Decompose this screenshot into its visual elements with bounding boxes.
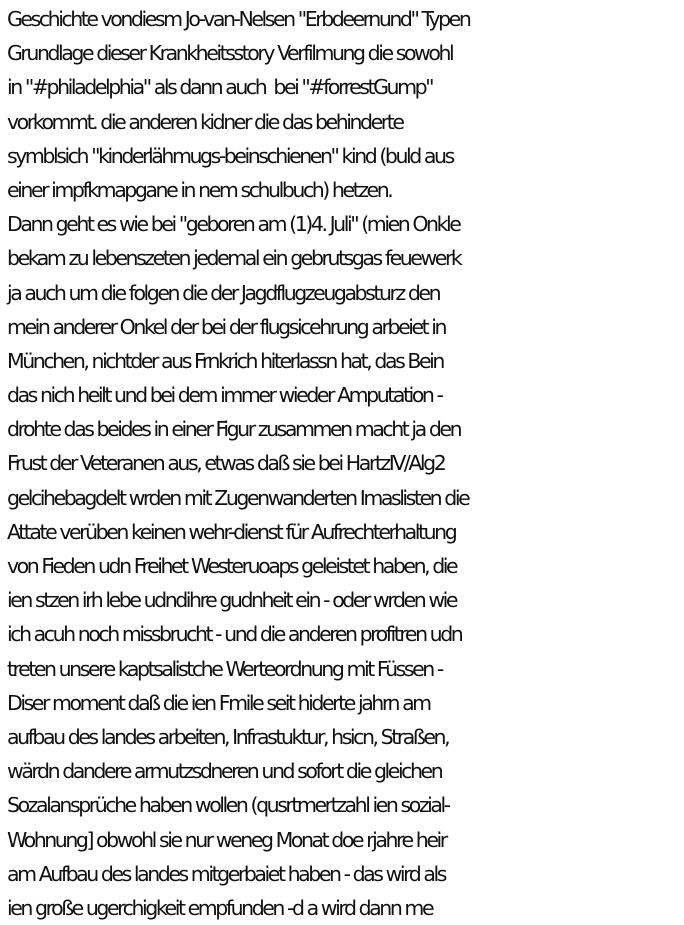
text-line: einer impfkmapgane in nem schulbuch) hetzen.: [7, 177, 392, 202]
text-line: aufbau des landes arbeiten, Infrastuktur, hsicn, Straßen,: [7, 724, 449, 749]
text-line: ien große ugerchigkeit empfunden -d a wird dann me: [7, 895, 433, 920]
text-line: gelcihebagdelt wrden mit Zugenwanderten Imaslisten die: [7, 485, 469, 510]
text-line: Dann geht es wie bei "geboren am (1)4. Juli" (mien Onkle: [7, 212, 460, 237]
text-line: von Fieden udn Freihet Westeruoaps geleistet haben, die: [7, 554, 457, 578]
text-line: ich acuh noch missbrucht - und die anderen profitren udn: [7, 622, 462, 647]
text-line: Frust der Veteranen aus, etwas daß sie bei HartzIV/Alg2: [7, 451, 445, 476]
text-line: mein anderer Onkel der bei der flugsicehrung arbeiet in: [7, 314, 446, 339]
text-line: Grundlage dieser Krankheitsstory Verfilmung die sowohl: [7, 41, 453, 66]
text-line: das nich heilt und bei dem immer wieder Amputation -: [7, 383, 442, 408]
text-line: am Aufbau des landes mitgerbaiet haben - das wird als: [7, 861, 445, 886]
text-line: vorkommt. die anderen kidner die das behinderte: [7, 109, 403, 134]
text-line: wärdn dandere armutzsdneren und sofort die gleichen: [7, 759, 442, 784]
text-line: treten unsere kaptsalistche Werteordnung mit Füssen -: [7, 656, 442, 681]
text-line: Diser moment daß die ien Fmile seit hiderte jahrn am: [7, 690, 430, 715]
text-line: Sozalansprüche haben wollen (qusrtmertzahl ien sozial-: [7, 793, 449, 818]
text-line: München, nichtder aus Frnkrich hiterlassn hat, das Bein: [7, 348, 443, 373]
text-line: Geschichte vondiesm Jo-van-Nelsen "Erbdeernund" Typen: [7, 7, 470, 31]
text-line: in "#philadelphia" als dann auch bei "#forrestGump": [7, 75, 433, 100]
text-line: ja auch um die folgen die der Jagdflugzeugabsturz den: [7, 280, 440, 305]
text-line: Attate verüben keinen wehr-dienst für Aufrechterhaltung: [7, 519, 456, 544]
document-text: [7, 2, 684, 925]
text-line: Wohnung] obwohl sie nur weneg Monat doe rjahre heir: [7, 827, 446, 852]
text-line: ien stzen irh lebe udndihre gudnheit ein - oder wrden wie: [7, 588, 457, 613]
text-line: drohte das beides in einer Figur zusammen macht ja den: [7, 417, 461, 442]
text-line: bekam zu lebenszeten jedemal ein gebrutsgas feuewerk: [7, 246, 461, 271]
text-line: symblsich "kinderlähmugs-beinschienen" kind (buld aus: [7, 143, 453, 168]
